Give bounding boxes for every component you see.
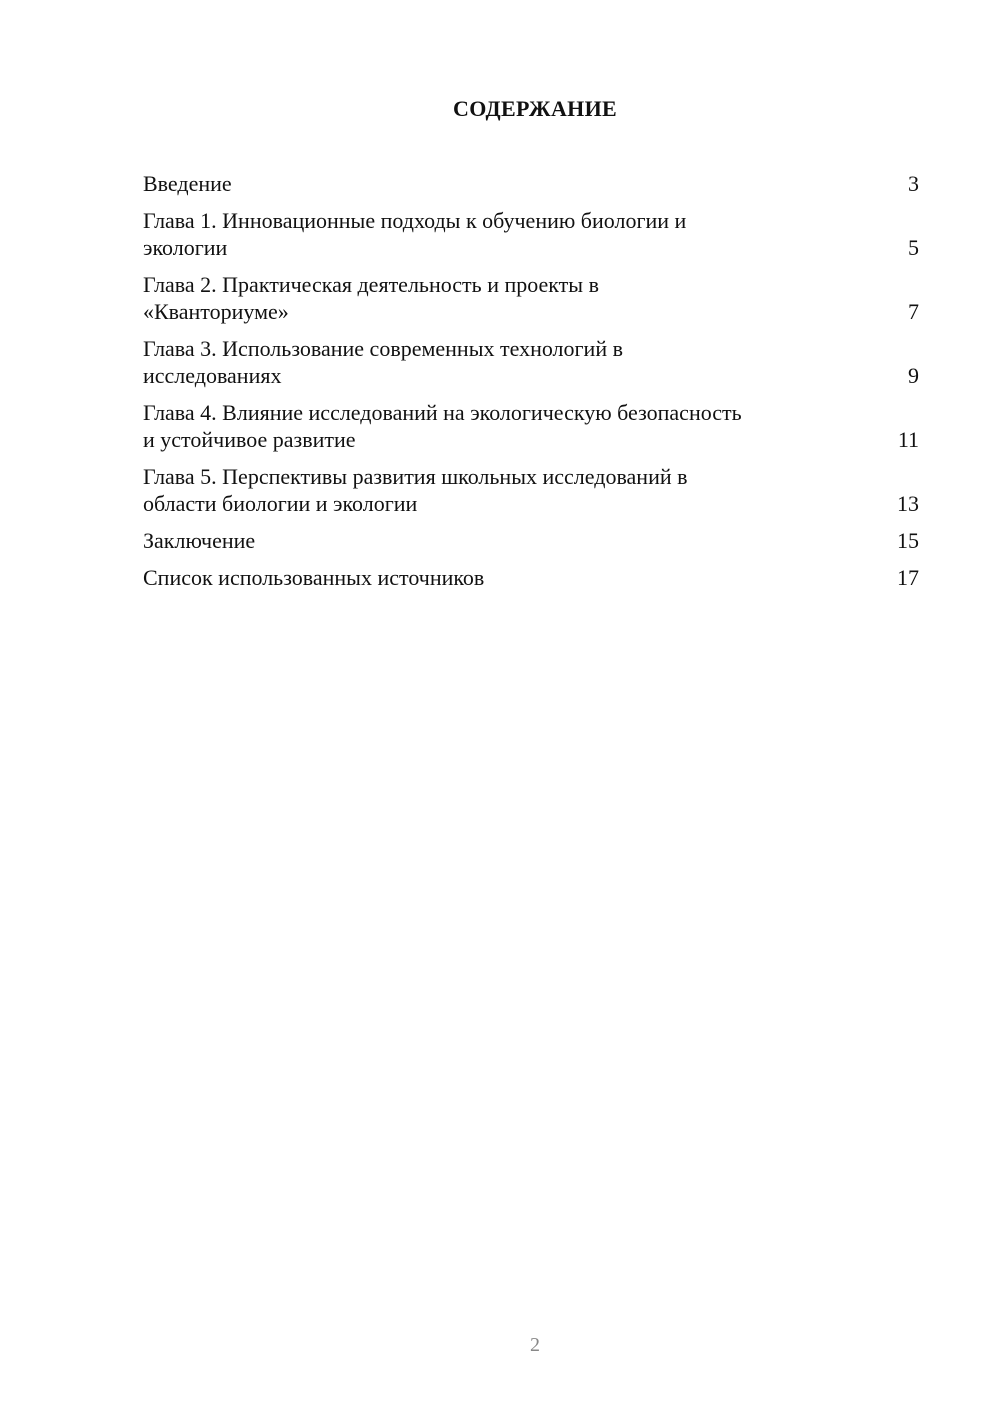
toc-entry-text: Глава 3. Использование современных технологий в исследованиях <box>143 336 623 388</box>
toc-entry-chapter-3 <box>143 335 919 389</box>
toc-entry-text: Глава 4. Влияние исследований на экологическую безопасность и устойчивое развитие <box>143 400 742 452</box>
toc-entry-text: Заключение <box>143 528 256 553</box>
toc-entry-text: Введение <box>143 171 232 196</box>
toc-entry-introduction <box>143 170 919 197</box>
toc-entry-chapter-5 <box>143 463 919 517</box>
toc-entry-page: 9 <box>908 363 919 388</box>
toc-entry-text: Список использованных источников <box>143 565 485 590</box>
toc-entry-page: 11 <box>897 427 919 452</box>
table-of-contents <box>143 170 919 601</box>
toc-entry-references <box>143 564 919 591</box>
toc-entry-page: 17 <box>897 565 919 590</box>
toc-entry-chapter-2 <box>143 271 919 325</box>
toc-entry-text: Глава 1. Инновационные подходы к обучению биологии и экологии <box>143 208 687 260</box>
toc-entry-conclusion <box>143 527 919 554</box>
toc-entry-text: Глава 5. Перспективы развития школьных исследований в области биологии и экологии <box>143 464 688 516</box>
page-number: 2 <box>530 1334 540 1356</box>
page-title: СОДЕРЖАНИЕ <box>453 96 617 121</box>
toc-entry-page: 15 <box>897 528 919 553</box>
toc-entry-chapter-4 <box>143 399 919 453</box>
toc-entry-page: 7 <box>908 299 919 324</box>
toc-entry-text: Глава 2. Практическая деятельность и проекты в «Кванториуме» <box>143 272 599 324</box>
toc-entry-page: 5 <box>908 235 919 260</box>
toc-entry-chapter-1 <box>143 207 919 261</box>
toc-entry-page: 13 <box>897 491 919 516</box>
toc-entry-page: 3 <box>908 171 919 196</box>
